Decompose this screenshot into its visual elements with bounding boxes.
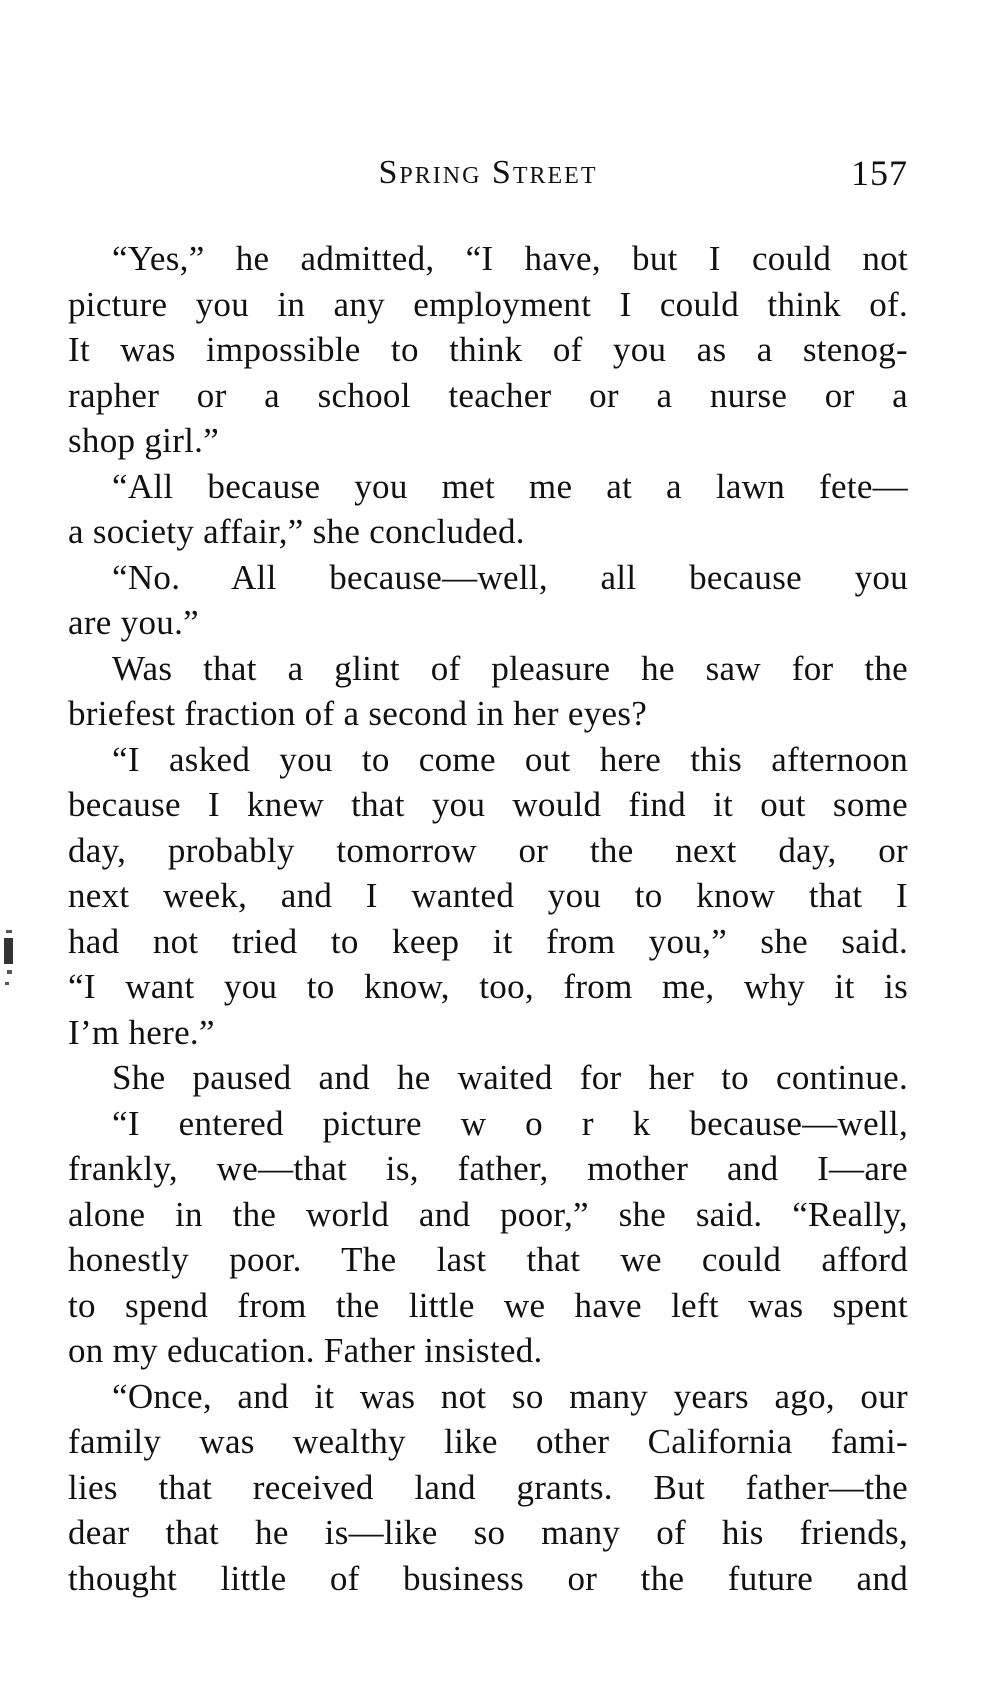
text-line: are you.” [68, 603, 199, 642]
running-title: Spring Street [378, 154, 598, 191]
text-line: “No. All because—well, all because you [112, 557, 908, 597]
body-text [68, 236, 908, 1601]
text-line: “I asked you to come out here this afternoon [112, 739, 908, 779]
text-line: dear that he is—like so many of his friends, [68, 1513, 908, 1552]
text-line: “Yes,” he admitted, “I have, but I could not [112, 239, 908, 278]
text-line: lies that received land grants. But father—the [68, 1467, 908, 1507]
text-line: “All because you met me at a lawn fete— [112, 466, 908, 506]
text-line: to spend from the little we have left was spent [68, 1285, 908, 1325]
text-line: on my education. Father insisted. [68, 1331, 543, 1370]
text-line: next week, and I wanted you to know that I [68, 876, 908, 915]
text-line: picture you in any employment I could think of. [68, 284, 908, 324]
page-number: 157 [851, 153, 908, 193]
text-line: day, probably tomorrow or the next day, or [68, 830, 908, 870]
running-head [68, 148, 908, 198]
text-line: honestly poor. The last that we could afford [68, 1240, 908, 1279]
text-line: shop girl.” [68, 421, 220, 460]
text-line: rapher or a school teacher or a nurse or a [68, 375, 908, 415]
scan-mark [4, 930, 18, 998]
text-line: frankly, we—that is, father, mother and I—are [68, 1149, 908, 1188]
text-line: had not tried to keep it from you,” she said. [68, 921, 908, 961]
text-line: briefest fraction of a second in her eyes? [68, 694, 648, 733]
text-line: alone in the world and poor,” she said. “Really, [68, 1194, 908, 1234]
text-line: It was impossible to think of you as a stenog- [68, 330, 908, 369]
text-line: a society affair,” she concluded. [68, 512, 525, 551]
text-line: “Once, and it was not so many years ago, our [112, 1376, 908, 1416]
text-line: “I entered picture w o r k because—well, [112, 1103, 908, 1143]
text-line: Was that a glint of pleasure he saw for the [112, 648, 908, 688]
text-line: because I knew that you would find it out some [68, 785, 908, 824]
text-line: She paused and he waited for her to continue. [112, 1058, 908, 1097]
text-line: “I want you to know, too, from me, why it is [68, 967, 908, 1006]
text-line: thought little of business or the future and [68, 1558, 908, 1598]
text-line: I’m here.” [68, 1012, 215, 1052]
text-line: family was wealthy like other California fami- [68, 1422, 908, 1461]
